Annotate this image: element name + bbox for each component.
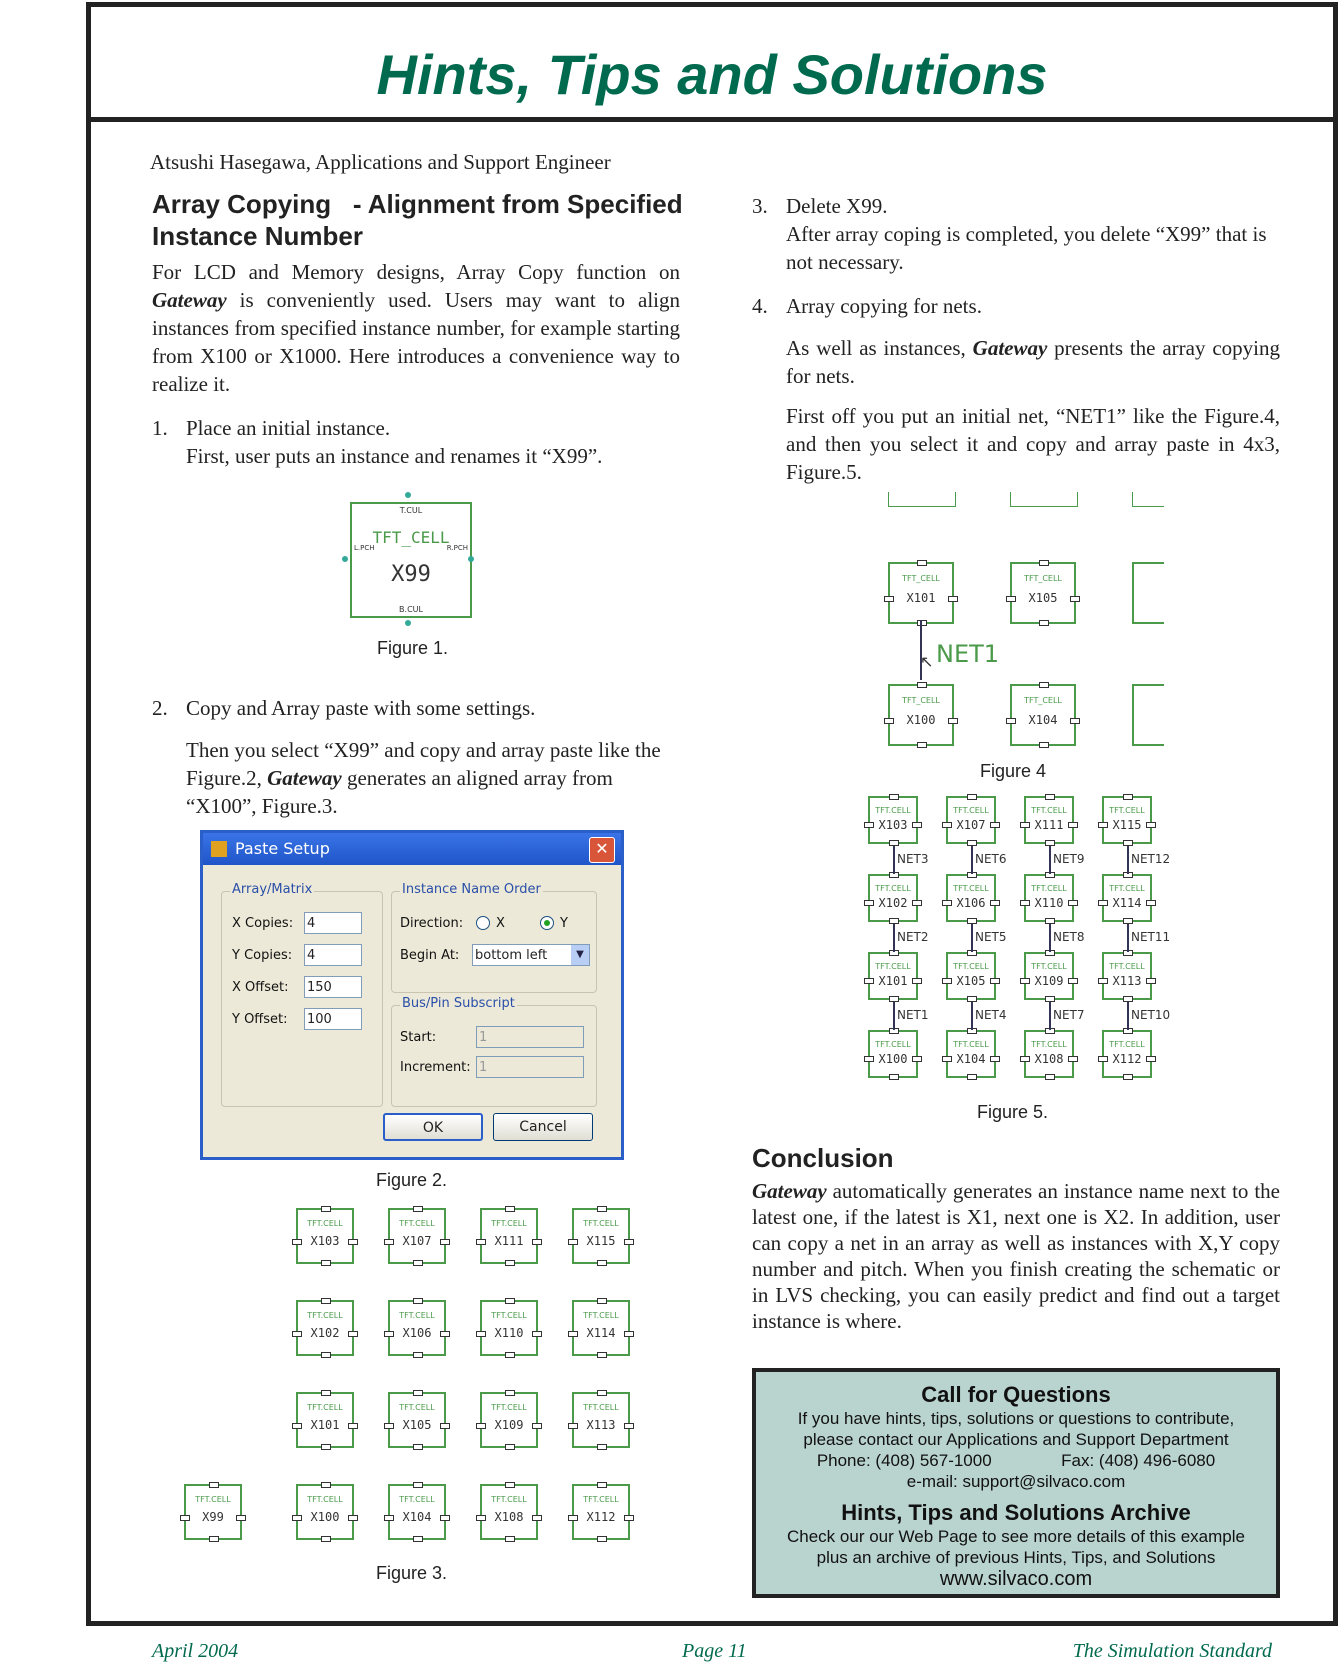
instance-name: X101 [310, 1417, 340, 1432]
figure-3-caption: Figure 3. [376, 1563, 448, 1583]
fig1-pin-left: L.PCH [354, 544, 375, 552]
instance-cell [1024, 874, 1074, 922]
increment-field[interactable]: 1 [476, 1056, 584, 1078]
step-1-number: 1. [152, 416, 168, 440]
step-2-text-b: generates an aligned array from “X100”, Figure.3. [186, 766, 613, 818]
figure-5-caption: Figure 5. [977, 1102, 1049, 1122]
direction-x-label: X [496, 916, 505, 931]
cell-name: TFT.CELL [953, 961, 989, 971]
pin-icon [321, 1444, 331, 1450]
net-label: NET8 [1053, 930, 1085, 944]
pin-icon [505, 1390, 515, 1396]
pin-icon [1039, 560, 1049, 566]
instance-cell [480, 1484, 538, 1540]
pin-icon [1123, 794, 1133, 800]
callbox-email[interactable]: e-mail: support@silvaco.com [906, 1472, 1126, 1491]
instance-name: X113 [1112, 974, 1142, 989]
fig1-left-dot [342, 556, 348, 562]
fig1-cell-box [350, 502, 472, 618]
instance-cell [1102, 952, 1152, 1000]
dialog-title: Paste Setup [235, 839, 330, 858]
author-line: Atsushi Hasegawa, Applications and Support Engineer [150, 150, 611, 174]
instance-name: X113 [586, 1417, 616, 1432]
x-copies-label: X Copies: [232, 916, 294, 931]
step-2-title: Copy and Array paste with some settings. [186, 696, 536, 720]
fig1-right-dot [468, 556, 474, 562]
cell-name: TFT.CELL [399, 1219, 435, 1229]
net-label: NET1 [897, 1008, 929, 1022]
instance-cell [296, 1208, 354, 1264]
instance-name: X104 [1028, 712, 1058, 727]
instance-name: X101 [878, 974, 908, 989]
pin-icon [505, 1298, 515, 1304]
instance-name: X102 [878, 896, 908, 911]
figure-2-caption: Figure 2. [376, 1170, 448, 1190]
intro-paragraph [152, 258, 680, 398]
pin-icon [321, 1536, 331, 1542]
footer-page-number: Page 11 [682, 1640, 747, 1662]
net-wire [1049, 924, 1051, 952]
chevron-down-icon[interactable]: ▼ [571, 945, 589, 965]
pin-icon [505, 1482, 515, 1488]
instance-cell [868, 796, 918, 844]
begin-at-value: bottom left [475, 948, 548, 963]
footer-date: April 2004 [152, 1640, 239, 1662]
intro-text-a: For LCD and Memory designs, Array Copy function on [152, 260, 680, 284]
net-label: NET4 [975, 1008, 1007, 1022]
instance-name: X114 [1112, 896, 1142, 911]
pin-icon [597, 1536, 607, 1542]
instance-cell [1010, 562, 1076, 624]
cell-name: TFT.CELL [491, 1403, 527, 1413]
instance-cell [480, 1300, 538, 1356]
gateway-name: Gateway [752, 1179, 827, 1203]
cell-name: TFT.CELL [953, 805, 989, 815]
figure-4-caption: Figure 4 [980, 761, 1047, 781]
instance-cell [868, 1030, 918, 1078]
gateway-name: Gateway [972, 336, 1048, 360]
instance-name: X108 [1034, 1052, 1064, 1067]
pin-icon [917, 560, 927, 566]
ok-button[interactable]: OK [383, 1113, 483, 1141]
pin-icon [889, 794, 899, 800]
figure-1 [342, 488, 474, 626]
fig1-pin-right: R.PCH [446, 544, 468, 552]
instance-name: X100 [310, 1509, 340, 1524]
net-label: NET2 [897, 930, 929, 944]
net-wire [1127, 846, 1129, 874]
instance-name: X111 [494, 1233, 524, 1248]
net-label: NET6 [975, 852, 1007, 866]
net-label: NET5 [975, 930, 1007, 944]
instance-name: X106 [956, 896, 986, 911]
net-label: NET7 [1053, 1008, 1085, 1022]
pin-icon [917, 742, 927, 748]
instance-cell [572, 1392, 630, 1448]
mouse-cursor-icon: ↖ [920, 654, 934, 671]
direction-label: Direction: [400, 916, 464, 931]
step-4-text-b: presents the array copying for nets. [786, 336, 1280, 388]
conclusion-heading: Conclusion [752, 1143, 894, 1173]
pin-icon [1039, 682, 1049, 688]
pin-icon [1123, 1074, 1133, 1080]
pin-icon [505, 1352, 515, 1358]
cell-name: TFT_CELL [902, 574, 940, 584]
instance-name: X104 [402, 1509, 432, 1524]
y-copies-field[interactable]: 4 [304, 944, 362, 966]
pin-icon [505, 1260, 515, 1266]
dialog-title-bar [203, 833, 621, 865]
app-icon [211, 841, 227, 857]
figure-5 [860, 796, 1180, 1090]
pin-icon [321, 1352, 331, 1358]
net-wire [1049, 846, 1051, 874]
pin-icon [917, 682, 927, 688]
cell-name: TFT.CELL [1109, 805, 1145, 815]
figure-3 [170, 1208, 640, 1568]
net-label: NET9 [1053, 852, 1085, 866]
pin-icon [209, 1536, 219, 1542]
cell-name: TFT.CELL [399, 1403, 435, 1413]
instance-cell [572, 1208, 630, 1264]
footer-publication: The Simulation Standard [1072, 1640, 1272, 1662]
pin-icon [967, 794, 977, 800]
instance-name: X99 [202, 1509, 224, 1524]
step-3-text: After array coping is completed, you delete “X99” that is not necessary. [786, 222, 1267, 274]
fig4-partial-cell [1132, 562, 1164, 624]
step-3-number: 3. [752, 194, 768, 218]
instance-name-order-label: Instance Name Order [402, 882, 541, 897]
instance-name: X106 [402, 1325, 432, 1340]
cell-name: TFT.CELL [307, 1311, 343, 1321]
callbox-heading: Call for Questions [921, 1382, 1111, 1407]
direction-x-radio[interactable] [476, 916, 490, 930]
net-label: NET12 [1131, 852, 1171, 866]
instance-cell [1010, 684, 1076, 746]
bus-pin-subscript-group [391, 996, 597, 1107]
net-label: NET3 [897, 852, 929, 866]
cell-name: TFT.CELL [953, 883, 989, 893]
instance-cell [1024, 1030, 1074, 1078]
x-copies-field[interactable]: 4 [304, 912, 362, 934]
y-offset-field[interactable]: 100 [304, 1008, 362, 1030]
article-heading [152, 188, 692, 252]
step-1-title: Place an initial instance. [186, 416, 391, 440]
callbox-fax: Fax: (408) 496-6080 [1061, 1451, 1216, 1470]
instance-cell [1024, 796, 1074, 844]
callbox-phone: Phone: (408) 567-1000 [816, 1451, 992, 1470]
gateway-name: Gateway [267, 766, 342, 790]
instance-name: X104 [956, 1052, 986, 1067]
cell-name: TFT.CELL [399, 1495, 435, 1505]
cell-name: TFT.CELL [583, 1311, 619, 1321]
gateway-name: Gateway [152, 288, 227, 312]
step-2-text [186, 736, 680, 820]
cell-name: TFT_CELL [902, 696, 940, 706]
step-3-title: Delete X99. [786, 194, 888, 218]
net-label: NET11 [1131, 930, 1171, 944]
pin-icon [967, 1074, 977, 1080]
cell-name: TFT_CELL [1024, 696, 1062, 706]
step-2-text-a: Then you select “X99” and copy and array paste like the Figure.2, [186, 738, 661, 790]
y-copies-label: Y Copies: [232, 948, 293, 963]
pin-icon [1045, 794, 1055, 800]
instance-cell [296, 1484, 354, 1540]
cell-name: TFT.CELL [307, 1403, 343, 1413]
cell-name: TFT.CELL [491, 1219, 527, 1229]
step-4-para-1 [786, 334, 1280, 390]
instance-name: X103 [310, 1233, 340, 1248]
cell-name: TFT.CELL [1109, 1039, 1145, 1049]
cell-name: TFT.CELL [953, 1039, 989, 1049]
pin-icon [321, 1482, 331, 1488]
net-wire [971, 846, 973, 874]
instance-name: X114 [586, 1325, 616, 1340]
callbox-line-3: Check our our Web Page to see more details of this example [787, 1527, 1245, 1546]
callbox-archive-heading: Hints, Tips and Solutions Archive [841, 1500, 1191, 1525]
pin-icon [413, 1206, 423, 1212]
cell-name: TFT.CELL [875, 1039, 911, 1049]
instance-name: X105 [956, 974, 986, 989]
net-wire [971, 1002, 973, 1030]
step-2 [152, 694, 692, 722]
callbox-phone-fax [756, 1450, 1276, 1471]
pin-icon [597, 1298, 607, 1304]
instance-cell [888, 562, 954, 624]
intro-text-b: is conveniently used. Users may want to align instances from specified instance number, for example starting from X100 or X1000. Here introduces a convenience way to realize it. [152, 288, 680, 396]
instance-cell [946, 796, 996, 844]
bus-pin-subscript-label: Bus/Pin Subscript [402, 996, 515, 1011]
title-bar [86, 2, 1338, 122]
callbox-url[interactable]: www.silvaco.com [939, 1568, 1093, 1590]
net-wire [893, 846, 895, 874]
figure-1-caption: Figure 1. [377, 638, 449, 658]
instance-name: X100 [906, 712, 936, 727]
begin-at-select[interactable] [472, 944, 590, 966]
start-label: Start: [400, 1030, 437, 1045]
instance-cell [888, 684, 954, 746]
instance-cell [1102, 1030, 1152, 1078]
cell-name: TFT.CELL [583, 1403, 619, 1413]
fig4-partial-cell [1132, 492, 1164, 507]
step-2-number: 2. [152, 696, 168, 720]
x-offset-field[interactable]: 150 [304, 976, 362, 998]
net-wire [893, 924, 895, 952]
array-matrix-group [221, 882, 383, 1107]
instance-name: X100 [878, 1052, 908, 1067]
pin-icon [413, 1390, 423, 1396]
increment-label: Increment: [400, 1060, 471, 1075]
pin-icon [917, 620, 927, 626]
instance-cell [388, 1392, 446, 1448]
fig4-partial-cell [888, 492, 956, 507]
cell-name: TFT.CELL [307, 1495, 343, 1505]
instance-cell [1102, 796, 1152, 844]
fig1-bottom-dot [405, 620, 411, 626]
begin-at-label: Begin At: [400, 948, 460, 963]
cell-name: TFT.CELL [583, 1219, 619, 1229]
instance-cell [388, 1208, 446, 1264]
pin-icon [209, 1482, 219, 1488]
instance-name: X109 [494, 1417, 524, 1432]
fig4-partial-cell [1132, 684, 1164, 746]
step-4-para-2: First off you put an initial net, “NET1” like the Figure.4, and then you select it and copy and array paste in 4x3, Figure.5. [786, 404, 1280, 484]
instance-cell [946, 874, 996, 922]
cell-name: TFT.CELL [1109, 883, 1145, 893]
callbox-line-1: If you have hints, tips, solutions or questions to contribute, [797, 1409, 1235, 1428]
cell-name: TFT.CELL [1031, 883, 1067, 893]
instance-cell [388, 1300, 446, 1356]
cell-name: TFT.CELL [307, 1219, 343, 1229]
direction-y-label: Y [560, 916, 568, 931]
instance-cell [1024, 952, 1074, 1000]
pin-icon [597, 1482, 607, 1488]
page-title: Hints, Tips and Solutions [376, 43, 1048, 106]
instance-cell [868, 874, 918, 922]
instance-name: X107 [402, 1233, 432, 1248]
cell-name: TFT.CELL [875, 883, 911, 893]
instance-cell [1102, 874, 1152, 922]
instance-cell [480, 1208, 538, 1264]
instance-name: X103 [878, 818, 908, 833]
pin-icon [597, 1352, 607, 1358]
conclusion-text: automatically generates an instance name next to the latest one, if the latest is X1, next one is X2. In addition, user can copy a net in an array as well as instances with X,Y copy number and pitch. When you finish creating the schematic or in LVS checking, you can easily predict and find out a target instance is where. [752, 1179, 1281, 1333]
instance-cell [296, 1300, 354, 1356]
net1-label: NET1 [936, 640, 1000, 668]
instance-name: X108 [494, 1509, 524, 1524]
instance-name: X109 [1034, 974, 1064, 989]
net-label: NET10 [1131, 1008, 1171, 1022]
step-4-title: Array copying for nets. [786, 294, 982, 318]
fig1-top-dot [405, 492, 411, 498]
cell-name: TFT.CELL [1031, 961, 1067, 971]
pin-icon [413, 1444, 423, 1450]
instance-cell [388, 1484, 446, 1540]
cell-name: TFT.CELL [583, 1495, 619, 1505]
pin-icon [505, 1536, 515, 1542]
pin-icon [1039, 742, 1049, 748]
cell-name: TFT.CELL [1031, 1039, 1067, 1049]
pin-icon [413, 1298, 423, 1304]
callbox-line-2: please contact our Applications and Support Department [803, 1430, 1229, 1449]
pin-icon [597, 1260, 607, 1266]
cell-name: TFT.CELL [399, 1311, 435, 1321]
net-wire [971, 924, 973, 952]
pin-icon [597, 1206, 607, 1212]
instance-cell [946, 952, 996, 1000]
instance-cell [868, 952, 918, 1000]
y-offset-label: Y Offset: [232, 1012, 288, 1027]
pin-icon [321, 1390, 331, 1396]
heading-line-1: Array Copying - Alignment from Specified [152, 189, 683, 219]
cell-name: TFT.CELL [195, 1495, 231, 1505]
direction-y-radio[interactable] [540, 916, 554, 930]
pin-icon [597, 1390, 607, 1396]
close-icon[interactable]: ✕ [589, 837, 615, 863]
call-for-questions-box [752, 1368, 1280, 1598]
step-3 [752, 192, 1280, 276]
instance-name: X105 [402, 1417, 432, 1432]
instance-name: X107 [956, 818, 986, 833]
conclusion-paragraph [752, 1178, 1280, 1334]
cell-name: TFT.CELL [1109, 961, 1145, 971]
cell-name: TFT.CELL [875, 961, 911, 971]
instance-cell [480, 1392, 538, 1448]
pin-icon [413, 1352, 423, 1358]
cancel-button[interactable]: Cancel [493, 1113, 593, 1141]
instance-name: X115 [1112, 818, 1142, 833]
instance-cell [296, 1392, 354, 1448]
instance-cell [946, 1030, 996, 1078]
instance-name: X112 [586, 1509, 616, 1524]
pin-icon [505, 1206, 515, 1212]
instance-cell [572, 1484, 630, 1540]
cell-name: TFT.CELL [875, 805, 911, 815]
step-1 [152, 414, 692, 470]
heading-line-2: Instance Number [152, 221, 363, 251]
net-wire [1049, 1002, 1051, 1030]
pin-icon [1039, 620, 1049, 626]
cell-name: TFT.CELL [1031, 805, 1067, 815]
fig1-pin-bottom: B.CUL [399, 605, 423, 614]
fig1-cell-name: TFT_CELL [372, 528, 450, 547]
fig1-instance-name: X99 [391, 562, 431, 587]
pin-icon [321, 1260, 331, 1266]
instance-name: X102 [310, 1325, 340, 1340]
pin-icon [505, 1444, 515, 1450]
cell-name: TFT.CELL [491, 1495, 527, 1505]
pin-icon [413, 1536, 423, 1542]
pin-icon [321, 1206, 331, 1212]
pin-icon [1045, 1074, 1055, 1080]
paste-setup-dialog [200, 830, 624, 1160]
net-wire [893, 1002, 895, 1030]
instance-name: X111 [1034, 818, 1064, 833]
cell-name: TFT_CELL [1024, 574, 1062, 584]
net-wire [1127, 924, 1129, 952]
instance-name: X101 [906, 590, 936, 605]
step-4-text-a: As well as instances, [786, 336, 966, 360]
instance-name: X110 [1034, 896, 1064, 911]
instance-name: X110 [494, 1325, 524, 1340]
pin-icon [413, 1482, 423, 1488]
step-4-number: 4. [752, 294, 768, 318]
instance-name-order-group [391, 882, 597, 993]
instance-name: X105 [1028, 590, 1058, 605]
callbox-line-4: plus an archive of previous Hints, Tips, and Solutions [816, 1548, 1216, 1567]
instance-cell [572, 1300, 630, 1356]
instance-name: X112 [1112, 1052, 1142, 1067]
array-matrix-label: Array/Matrix [232, 882, 313, 897]
instance-cell [184, 1484, 242, 1540]
cell-name: TFT.CELL [491, 1311, 527, 1321]
pin-icon [413, 1260, 423, 1266]
pin-icon [597, 1444, 607, 1450]
fig1-pin-top: T.CUL [399, 506, 423, 515]
start-field[interactable]: 1 [476, 1026, 584, 1048]
x-offset-label: X Offset: [232, 980, 289, 995]
fig4-partial-cell [1010, 492, 1078, 507]
step-1-text: First, user puts an instance and renames it “X99”. [186, 444, 603, 468]
net-wire [1127, 1002, 1129, 1030]
instance-name: X115 [586, 1233, 616, 1248]
pin-icon [321, 1298, 331, 1304]
step-4 [752, 292, 1280, 320]
pin-icon [889, 1074, 899, 1080]
figure-4 [880, 492, 1164, 754]
